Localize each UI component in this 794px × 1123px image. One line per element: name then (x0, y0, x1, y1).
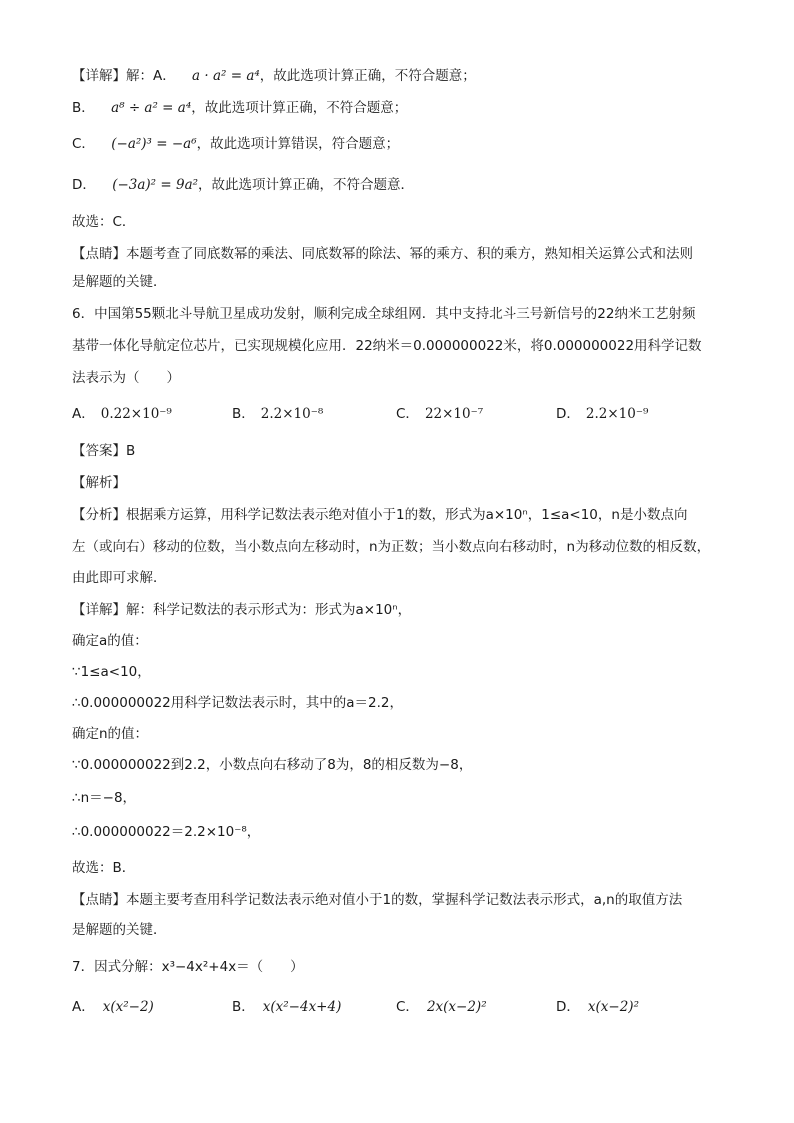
q5-option-d-text: ，故此选项计算正确，不符合题意． (198, 177, 415, 193)
q5-detail-line-a (72, 66, 476, 86)
q5-option-a-text: ，故此选项计算正确，不符合题意； (259, 68, 476, 84)
q7-option-d: D． x(x−2)² (556, 999, 639, 1015)
q6-comment-line-1: 【点睛】本题主要考查用科学记数法表示绝对值小于1的数，掌握科学记数法表示形式，a,n的取值方法 (72, 892, 683, 908)
q6-stem-line-1: 6．中国第55颗北斗导航卫星成功发射，顺利完成全球组网．其中支持北斗三号新信号的22纳米工艺射频 (72, 306, 696, 322)
q6-detail-line-7: ∴n＝−8， (72, 790, 137, 806)
q7-stem-line-1: 7．因式分解：x³−4x²+4x＝（ ） (72, 959, 304, 975)
q6-option-b: B． 2.2×10⁻⁸ (232, 406, 324, 422)
q5-option-c-expr: (−a²)³ = −a⁶ (111, 136, 197, 152)
q5-detail-line-d (72, 175, 414, 195)
q5-option-a-expr: a · a² = a⁴ (192, 68, 260, 84)
q5-option-b-label: B． (72, 100, 95, 116)
q5-detail-label: 【详解】解：A． (72, 68, 176, 84)
q6-answer: 【答案】B (72, 443, 136, 459)
q6-comment-line-2: 是解题的关键． (72, 922, 167, 938)
q6-detail-line-8: ∴0.000000022＝2.2×10⁻⁸， (72, 824, 261, 840)
q6-analysis-tag: 【解析】 (72, 475, 126, 491)
q7-option-a: A． x(x²−2) (72, 999, 154, 1015)
q5-option-d-label: D． (72, 177, 96, 193)
q6-analysis-line-3: 由此即可求解． (72, 570, 167, 586)
q5-choice: 故选：C． (72, 214, 136, 230)
q5-detail-line-c (72, 134, 399, 154)
q6-option-d: D． 2.2×10⁻⁹ (556, 406, 649, 422)
q5-option-d-expr: (−3a)² = 9a² (112, 177, 199, 193)
q5-option-b-text: ，故此选项计算正确，不符合题意； (191, 100, 408, 116)
q5-comment-line-2: 是解题的关键． (72, 274, 167, 290)
q5-option-b-expr: a⁸ ÷ a² = a⁴ (111, 100, 192, 116)
q5-option-c-text: ，故此选项计算错误，符合题意； (196, 136, 400, 152)
q6-option-c: C． 22×10⁻⁷ (396, 406, 484, 422)
q6-analysis-line-1: 【分析】根据乘方运算，用科学记数法表示绝对值小于1的数，形式为a×10ⁿ，1≤a<10，n是小数点向 (72, 507, 688, 523)
q6-choice: 故选：B． (72, 860, 136, 876)
q6-option-a: A． 0.22×10⁻⁹ (72, 406, 172, 422)
q5-comment-line-1: 【点睛】本题考查了同底数幂的乘法、同底数幂的除法、幂的乘方、积的乘方，熟知相关运算公式和法则 (72, 246, 693, 262)
q5-option-c-label: C． (72, 136, 95, 152)
q6-detail-line-1: 【详解】解：科学记数法的表示形式为：形式为a×10ⁿ， (72, 602, 412, 618)
q6-stem-line-2: 基带一体化导航定位芯片，已实现规模化应用．22纳米＝0.000000022米，将0.000000022用科学记数 (72, 338, 702, 354)
q5-detail-line-b (72, 98, 407, 118)
q6-detail-line-5: 确定n的值： (72, 726, 149, 742)
q6-analysis-line-2: 左（或向右）移动的位数，当小数点向左移动时，n为正数；当小数点向右移动时，n为移动位数的相反数， (72, 539, 711, 555)
q6-detail-line-3: ∵1≤a<10， (72, 664, 151, 680)
q6-detail-line-6: ∵0.000000022到2.2，小数点向右移动了8为，8的相反数为−8， (72, 757, 473, 773)
q7-option-c: C． 2x(x−2)² (396, 999, 487, 1015)
q6-stem-line-3: 法表示为（ ） (72, 370, 180, 386)
q6-detail-line-2: 确定a的值： (72, 633, 148, 649)
q7-option-b: B． x(x²−4x+4) (232, 999, 342, 1015)
q6-detail-line-4: ∴0.000000022用科学记数法表示时，其中的a＝2.2， (72, 695, 404, 711)
